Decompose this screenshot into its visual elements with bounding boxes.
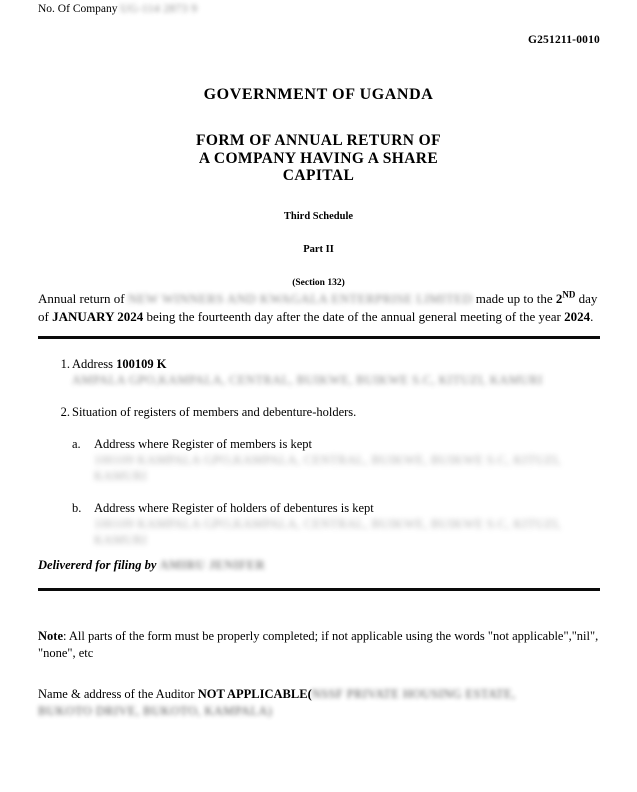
list-item-marker: 2. [60, 405, 70, 419]
sub-item-members-register [72, 436, 600, 484]
sub-item-debentures-register [72, 500, 600, 548]
address-value-redacted: AMPALA GPO,KAMPALA, CENTRAL, BUIKWE, BUIKWE S.C, KITUZI, KAMURI [72, 373, 543, 387]
delivered-by-name-redacted: AMIRU JENIFER [159, 558, 266, 572]
intro-middle-text: being the fourteenth day after the date of the annual general meeting of the [146, 308, 536, 324]
section-reference: (Section 132) [292, 277, 345, 288]
members-register-label: Address where Register of members is kept [94, 437, 312, 451]
form-title-line-3: CAPITAL [282, 167, 355, 184]
return-day-ordinal: ND [562, 289, 576, 300]
auditor-paren-open: ( [307, 687, 312, 701]
list-item-content [72, 356, 600, 388]
schedule-label: Third Schedule [283, 210, 354, 222]
auditor-paragraph [38, 686, 600, 720]
government-title: GOVERNMENT OF UGANDA [203, 86, 434, 103]
divider-rule-top [38, 336, 600, 339]
note-text: : All parts of the form must be properly completed; if not applicable using the words "not applicable","nil", "none", etc [38, 629, 599, 660]
part-label: Part II [303, 243, 334, 255]
company-number-line [38, 2, 197, 16]
address-label: Address [72, 357, 113, 371]
form-title-line-1: FORM OF ANNUAL RETURN OF [196, 132, 441, 149]
sub-item-content [94, 437, 600, 483]
form-items-list [38, 356, 600, 564]
note-section [38, 628, 600, 720]
intro-period: . [590, 308, 594, 324]
company-number-value-redacted: UG-114 2873 9 [120, 3, 198, 15]
list-item-address [38, 356, 600, 388]
sub-item-content [94, 501, 600, 547]
return-year-value: 2024 [564, 308, 591, 324]
form-title [0, 132, 637, 185]
return-month-year: JANUARY 2024 [52, 308, 144, 324]
debentures-register-address-redacted: 100109 KAMPALA GPO,KAMPALA, CENTRAL, BUIKWE, BUIKWE S.C, KITUZI, KAMURI [94, 517, 562, 547]
list-item-content: Situation of registers of members and debenture-holders. [72, 405, 357, 419]
divider-rule-bottom [38, 588, 600, 591]
list-item-marker: 1. [60, 357, 70, 371]
title-block [0, 86, 637, 288]
company-number-label: No. Of Company [38, 3, 118, 15]
year-label: year [538, 308, 561, 324]
registers-sub-list [38, 436, 600, 548]
return-day-number: 2 [555, 291, 563, 306]
note-label: Note [38, 629, 63, 643]
debentures-register-label: Address where Register of holders of debentures is kept [94, 501, 374, 515]
intro-prefix: Annual return of [38, 291, 125, 306]
auditor-address-redacted-line-2: BUKOTO DRIVE, BUKOTO, KAMPALA) [38, 704, 273, 718]
sub-item-marker: b. [72, 501, 82, 515]
auditor-value: NOT APPLICABLE [197, 687, 308, 701]
sub-item-marker: a. [72, 437, 81, 451]
note-paragraph [38, 628, 600, 662]
list-item-registers [38, 404, 600, 420]
auditor-address-redacted-line-1: NSSF PRIVATE HOUSING ESTATE, [311, 687, 516, 701]
members-register-address-redacted: 100109 KAMPALA GPO,KAMPALA, CENTRAL, BUIKWE, BUIKWE S.C, KITUZI, KAMURI [94, 453, 562, 483]
day-of-label: day of [38, 291, 598, 324]
company-name-redacted: NEW WINNERS AND KWAGALA ENTERPRISE LIMITED [127, 291, 473, 306]
annual-return-statement [38, 290, 600, 325]
document-reference-number: G251211-0010 [527, 34, 600, 46]
intro-after-name: made up to the [475, 291, 553, 306]
form-title-line-2: A COMPANY HAVING A SHARE [198, 149, 439, 167]
address-value-prefix: 100109 K [116, 357, 167, 371]
delivered-label: Delivererd for filing by [38, 558, 157, 572]
delivered-for-filing-line [38, 558, 600, 573]
auditor-label: Name & address of the Auditor [38, 687, 195, 701]
